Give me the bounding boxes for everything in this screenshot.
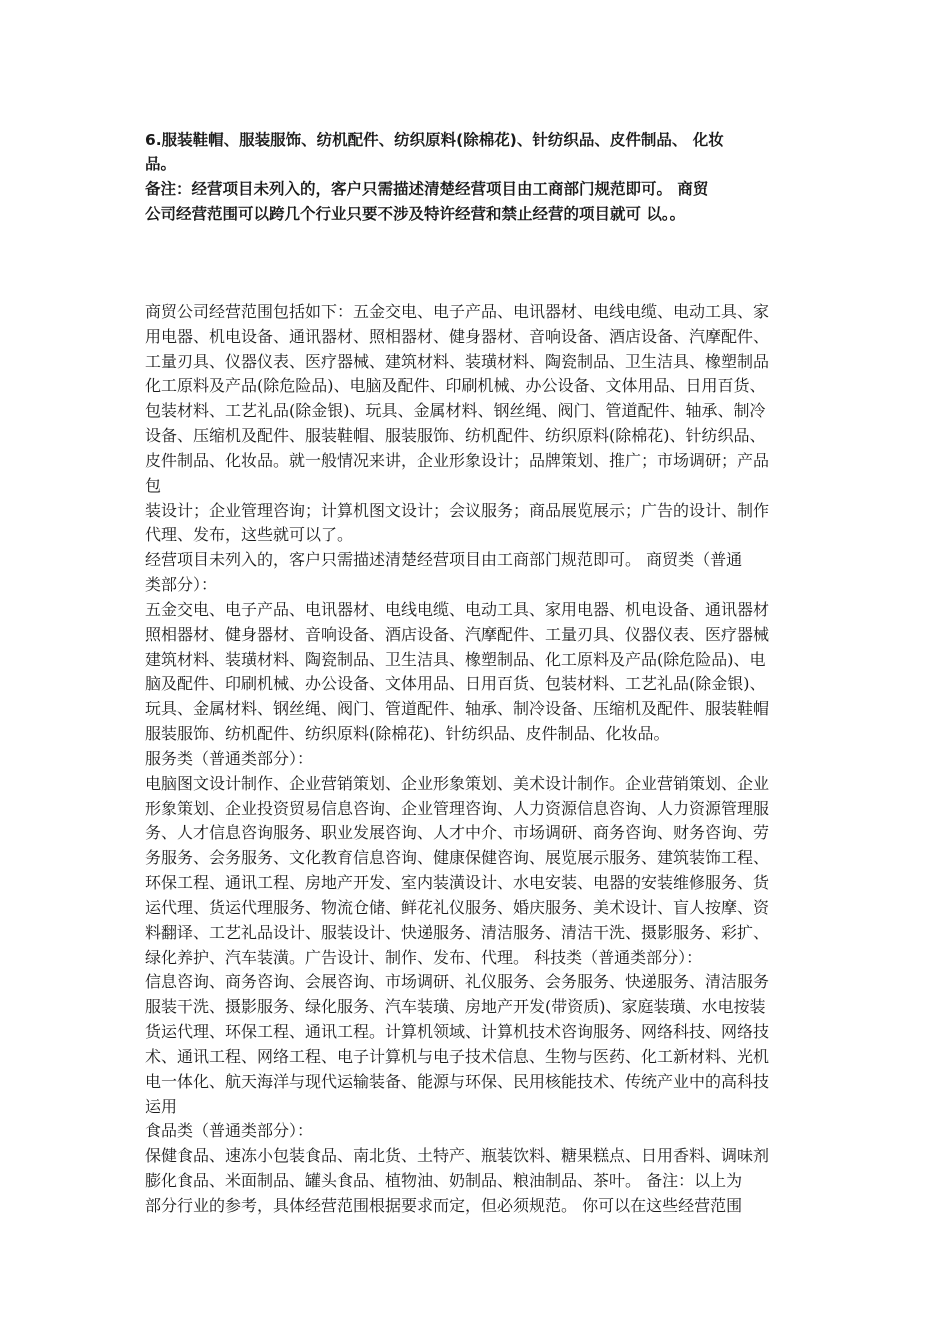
header-line: 备注：经营项目未列入的，客户只需描述清楚经营项目由工商部门规范即可。 商贸	[145, 180, 709, 198]
body-line: 皮件制品、化妆品。就一般情况来讲，企业形象设计；品牌策划、推广；市场调研；产品	[145, 451, 770, 470]
body-line: 环保工程、通讯工程、房地产开发、室内装潢设计、水电安装、电器的安装维修服务、货	[145, 873, 770, 892]
body-line: 建筑材料、装璜材料、陶瓷制品、卫生洁具、橡塑制品、化工原料及产品(除危险品)、电	[145, 650, 766, 669]
body-line: 食品类（普通类部分）：	[145, 1121, 314, 1140]
body-line: 玩具、金属材料、钢丝绳、阀门、管道配件、轴承、制冷设备、压缩机及配件、服装鞋帽	[145, 699, 770, 718]
body-line: 包装材料、工艺礼品(除金银)、玩具、金属材料、钢丝绳、阀门、管道配件、轴承、制冷	[145, 401, 766, 420]
body-line: 绿化养护、汽车装潢。广告设计、制作、发布、代理。 科技类（普通类部分）：	[145, 948, 703, 967]
body-line: 保健食品、速冻小包装食品、南北货、土特产、瓶装饮料、糖果糕点、日用香料、调味剂	[145, 1146, 770, 1165]
body-line: 形象策划、企业投资贸易信息咨询、企业管理咨询、人力资源信息咨询、人力资源管理服	[145, 799, 770, 818]
body-line: 电脑图文设计制作、企业营销策划、企业形象策划、美术设计制作。企业营销策划、企业	[145, 774, 770, 793]
body-line: 运用	[145, 1097, 178, 1116]
header-line: 公司经营范围可以跨几个行业只要不涉及特许经营和禁止经营的项目就可 以。。	[145, 205, 686, 223]
body-line: 代理、发布，这些就可以了。	[145, 525, 354, 544]
header-line: 品。	[145, 155, 177, 173]
body-line: 部分行业的参考，具体经营范围根据要求而定，但必须规范。 你可以在这些经营范围	[145, 1196, 743, 1215]
body-line: 服务类（普通类部分）：	[145, 749, 314, 768]
body-line: 货运代理、环保工程、通讯工程。计算机领域、计算机技术咨询服务、网络科技、网络技	[145, 1022, 770, 1041]
body-line: 装设计；企业管理咨询；计算机图文设计；会议服务；商品展览展示；广告的设计、制作	[145, 501, 770, 520]
body-line: 照相器材、健身器材、音响设备、酒店设备、汽摩配件、工量刃具、仪器仪表、医疗器械	[145, 625, 770, 644]
body-line: 服装服饰、纺机配件、纺织原料(除棉花)、针纺织品、皮件制品、化妆品。	[145, 724, 670, 743]
body-line: 用电器、机电设备、通讯器材、照相器材、健身器材、音响设备、酒店设备、汽摩配件、	[145, 327, 770, 346]
body-line: 化工原料及产品(除危险品)、电脑及配件、印刷机械、办公设备、文体用品、日用百货、	[145, 376, 766, 395]
body-line: 信息咨询、商务咨询、会展咨询、市场调研、礼仪服务、会务服务、快递服务、清洁服务	[145, 972, 770, 991]
body-line: 务服务、会务服务、文化教育信息咨询、健康保健咨询、展览展示服务、建筑装饰工程、	[145, 848, 770, 867]
body-line: 术、通讯工程、网络工程、电子计算机与电子技术信息、生物与医药、化工新材料、光机	[145, 1047, 770, 1066]
body-line: 料翻译、工艺礼品设计、服装设计、快递服务、清洁服务、清洁干洗、摄影服务、彩扩、	[145, 923, 770, 942]
header-line: 6.服装鞋帽、服装服饰、纺机配件、纺织原料(除棉花)、针纺织品、皮件制品、 化妆	[145, 131, 724, 149]
body-line: 工量刃具、仪器仪表、医疗器械、建筑材料、装璜材料、陶瓷制品、卫生洁具、橡塑制品	[145, 352, 770, 371]
body-line: 经营项目未列入的，客户只需描述清楚经营项目由工商部门规范即可。 商贸类（普通	[145, 550, 743, 569]
body-line: 服装干洗、摄影服务、绿化服务、汽车装璜、房地产开发(带资质)、家庭装璜、水电按装	[145, 997, 766, 1016]
body-line: 类部分）：	[145, 575, 218, 594]
body-line: 五金交电、电子产品、电讯器材、电线电缆、电动工具、家用电器、机电设备、通讯器材	[145, 600, 770, 619]
body-line: 包	[145, 476, 162, 495]
body-line: 务、人才信息咨询服务、职业发展咨询、人才中介、市场调研、商务咨询、财务咨询、劳	[145, 823, 770, 842]
body-line: 膨化食品、米面制品、罐头食品、植物油、奶制品、粮油制品、茶叶。 备注：以上为	[145, 1171, 743, 1190]
body-line: 电一体化、航天海洋与现代运输装备、能源与环保、民用核能技术、传统产业中的高科技	[145, 1072, 770, 1091]
body-line: 运代理、货运代理服务、物流仓储、鲜花礼仪服务、婚庆服务、美术设计、盲人按摩、资	[145, 898, 770, 917]
body-line: 设备、压缩机及配件、服装鞋帽、服装服饰、纺机配件、纺织原料(除棉花)、针纺织品、	[145, 426, 766, 445]
body-line: 商贸公司经营范围包括如下：五金交电、电子产品、电讯器材、电线电缆、电动工具、家	[145, 302, 770, 321]
body-line: 脑及配件、印刷机械、办公设备、文体用品、日用百货、包装材料、工艺礼品(除金银)、	[145, 674, 766, 693]
